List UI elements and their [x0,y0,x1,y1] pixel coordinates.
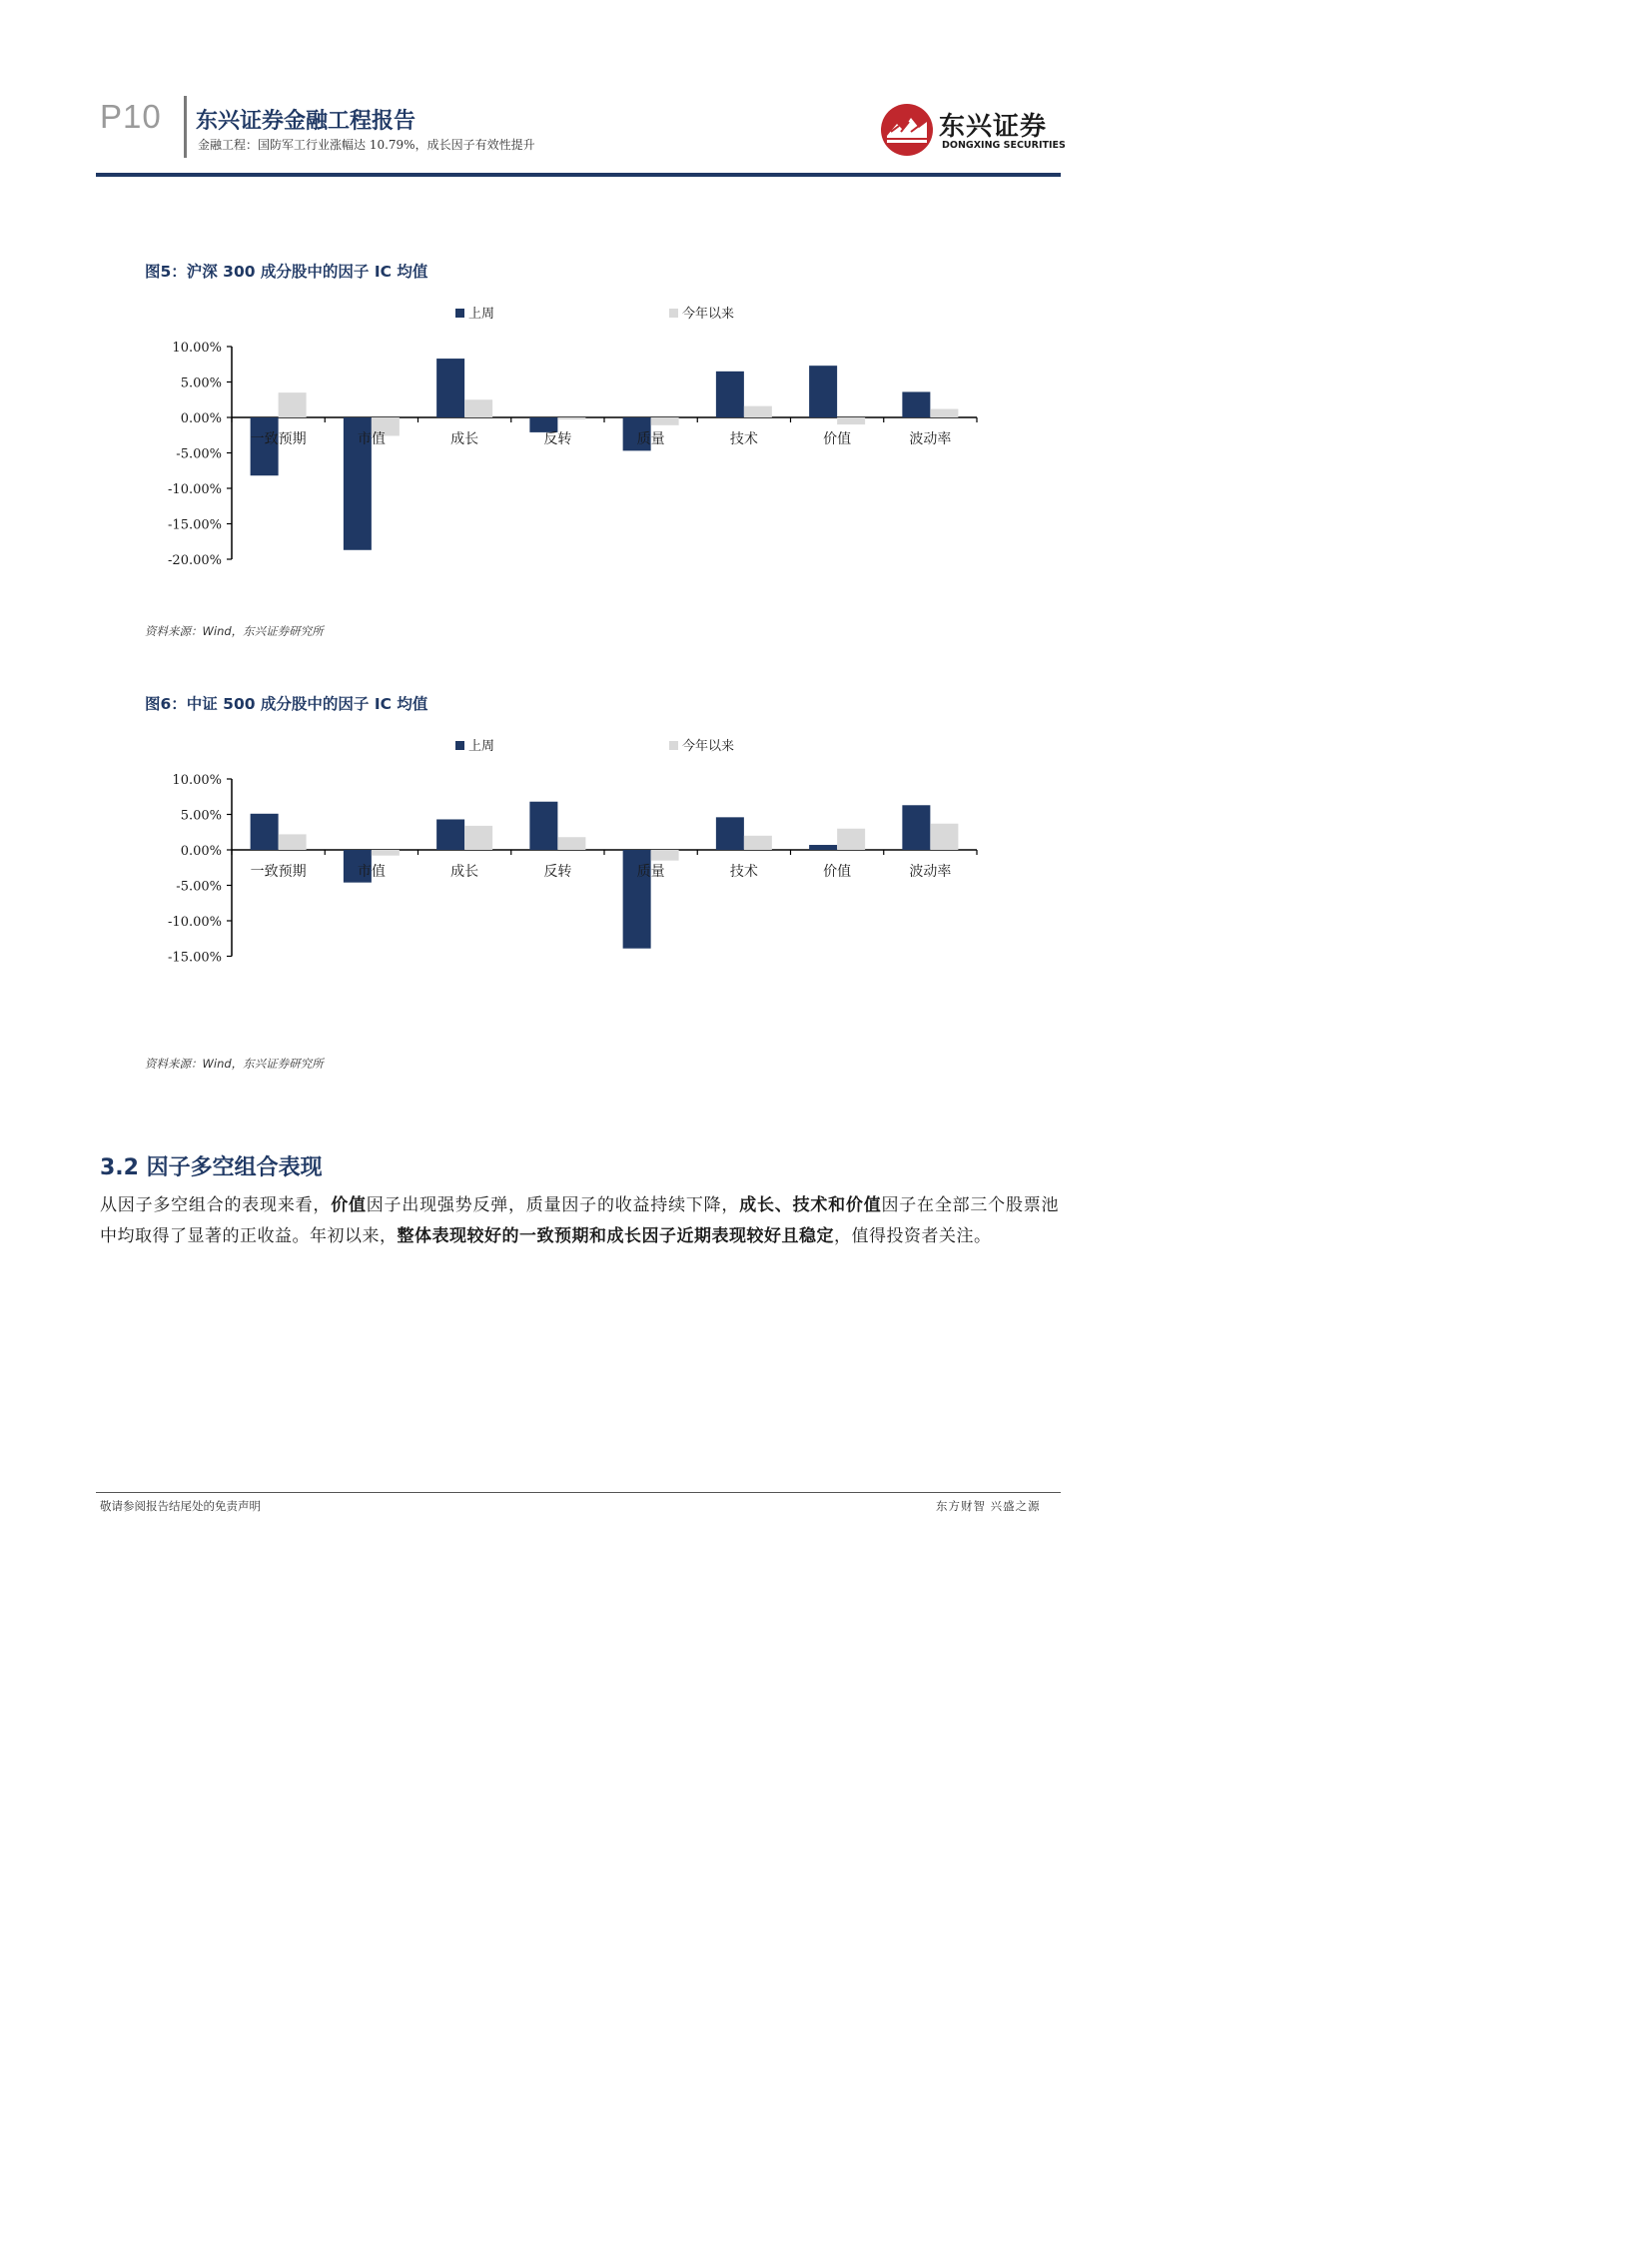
bar-ytd-3 [464,399,492,417]
page-number: P10 [100,98,162,135]
legend-label-2: 今年以来 [682,739,735,754]
bar-last-week-3 [436,819,464,850]
y-tick-label: 5.00% [180,375,222,391]
legend-swatch-2 [669,741,678,750]
footer-slogan: 东方财智 兴盛之源 [936,1499,1041,1513]
bar-last-week-8 [902,391,930,417]
category-label: 一致预期 [250,864,307,880]
bar-last-week-3 [436,359,464,417]
y-tick-label: -20.00% [168,553,222,568]
y-tick-label: -5.00% [176,446,222,462]
y-tick-label: -10.00% [168,482,222,497]
y-tick-label: 0.00% [180,844,222,859]
legend-swatch-1 [455,309,464,318]
bar-ytd-7 [837,417,865,424]
bar-ytd-5 [651,417,679,425]
figure-5-title: 图5：沪深 300 成分股中的因子 IC 均值 [145,263,428,281]
y-tick-label: 10.00% [172,773,222,788]
bar-ytd-3 [464,826,492,850]
bar-ytd-4 [557,417,585,419]
bar-last-week-7 [809,845,837,850]
category-label: 质量 [636,431,665,447]
dongxing-logo-icon [879,102,937,158]
logo-text-en: DONGXING SECURITIES [942,140,1066,151]
footer-disclaimer: 敬请参阅报告结尾处的免责声明 [100,1499,261,1513]
section-paragraph: 从因子多空组合的表现来看，价值因子出现强势反弹，质量因子的收益持续下降，成长、技术和价值因子在全部三个股票池中均取得了显著的正收益。年初以来，整体表现较好的一致预期和成长因子近期表现较好且稳定，值得投资者关注。 [100,1195,1060,1246]
legend-label-1: 上周 [468,739,495,754]
bar-ytd-1 [279,834,307,850]
logo-text-cn: 东兴证券 [939,112,1048,142]
y-tick-label: -15.00% [168,517,222,533]
y-tick-label: -15.00% [168,950,222,966]
bar-ytd-7 [837,829,865,850]
category-label: 一致预期 [250,431,307,447]
bar-last-week-8 [902,805,930,850]
section-heading: 3.2 因子多空组合表现 [100,1155,323,1180]
bar-ytd-8 [930,408,958,417]
bar-last-week-7 [809,366,837,417]
legend-label-2: 今年以来 [682,307,735,322]
category-label: 反转 [543,864,572,880]
y-tick-label: 0.00% [180,411,222,426]
category-label: 波动率 [909,864,952,880]
bar-ytd-8 [930,824,958,850]
legend-label-1: 上周 [468,307,495,322]
bar-ytd-5 [651,850,679,861]
y-tick-label: -10.00% [168,915,222,930]
category-label: 技术 [729,431,758,447]
bar-last-week-1 [251,814,279,850]
category-label: 技术 [729,864,758,880]
figure-5-chart [140,295,999,579]
category-label: 成长 [450,431,479,447]
figure-5-source: 资料来源：Wind，东兴证券研究所 [145,624,324,638]
legend-swatch-2 [669,309,678,318]
bar-last-week-4 [529,417,557,432]
footer-rule [96,1492,1061,1493]
y-tick-label: 5.00% [180,808,222,824]
figure-6-chart [140,727,999,1012]
bar-ytd-2 [372,850,400,856]
bar-ytd-6 [744,406,772,417]
y-tick-label: 10.00% [172,341,222,356]
header-rule [96,173,1061,177]
legend-swatch-1 [455,741,464,750]
bar-ytd-1 [279,392,307,417]
y-tick-label: -5.00% [176,879,222,895]
bar-ytd-4 [557,837,585,850]
report-subtitle: 金融工程：国防军工行业涨幅达 10.79%，成长因子有效性提升 [198,138,535,152]
category-label: 价值 [823,864,852,880]
category-label: 市值 [357,864,386,880]
category-label: 市值 [357,431,386,447]
category-label: 成长 [450,864,479,880]
bar-last-week-6 [716,372,744,417]
category-label: 价值 [823,431,852,447]
category-label: 反转 [543,431,572,447]
figure-6-source: 资料来源：Wind，东兴证券研究所 [145,1057,324,1071]
report-title: 东兴证券金融工程报告 [196,109,416,134]
bar-last-week-4 [529,802,557,850]
header-divider [184,96,187,158]
bar-ytd-6 [744,836,772,850]
category-label: 波动率 [909,431,952,447]
category-label: 质量 [636,864,665,880]
bar-last-week-6 [716,817,744,850]
figure-6-title: 图6：中证 500 成分股中的因子 IC 均值 [145,695,428,713]
